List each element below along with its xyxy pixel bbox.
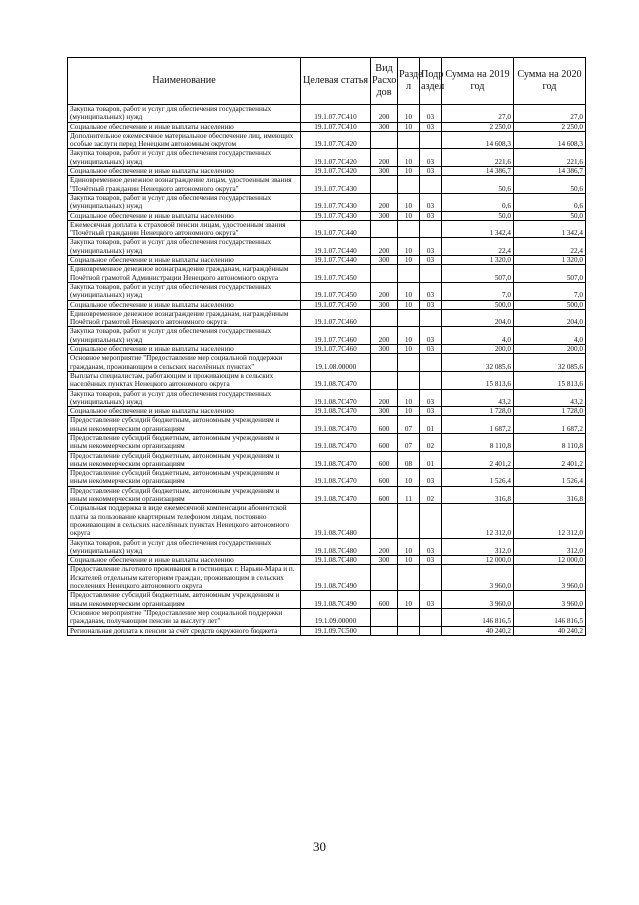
table-row	[68, 469, 586, 487]
table-row	[68, 176, 586, 194]
cell-name: Социальное обеспечение и иные выплаты населению	[68, 407, 301, 416]
cell-name: Единовременное денежное вознаграждение лицам, удостоенным звания "Почётный гражданин Ненецкого автономного округа"	[68, 176, 301, 194]
cell-subsection	[420, 265, 442, 283]
header-row	[68, 58, 586, 105]
cell-subsection	[420, 626, 442, 635]
cell-expense-type: 200	[371, 105, 398, 123]
cell-name: Закупка товаров, работ и услуг для обеспечения государственных (муниципальных) нужд	[68, 149, 301, 167]
cell-name: Ежемесячная доплата к страховой пенсии лицам, удостоенным звания "Почётный гражданин Ненецкого автономного округа"	[68, 220, 301, 238]
cell-name: Социальное обеспечение и иные выплаты населению	[68, 556, 301, 565]
cell-sum-2020: 221,6	[514, 149, 586, 167]
cell-expense-type: 300	[371, 256, 398, 265]
cell-section: 07	[398, 416, 420, 434]
cell-expense-type: 300	[371, 345, 398, 354]
cell-sum-2020: 3 960,0	[514, 565, 586, 591]
cell-sum-2020: 50,0	[514, 211, 586, 220]
table-row	[68, 238, 586, 256]
page-number: 30	[313, 839, 326, 854]
cell-name: Выплаты специалистам, работающим и проживающим в сельских населённых пунктах Ненецкого автономного округа	[68, 371, 301, 389]
cell-sum-2019: 15 813,6	[442, 371, 514, 389]
table-row	[68, 122, 586, 131]
cell-name: Дополнительное ежемесячное материальное обеспечение лиц, имеющих особые заслуги перед Ненецким автономным округом	[68, 131, 301, 149]
cell-sum-2020: 146 816,5	[514, 608, 586, 626]
cell-sum-2020: 15 813,6	[514, 371, 586, 389]
table-row	[68, 256, 586, 265]
cell-section	[398, 371, 420, 389]
cell-subsection	[420, 220, 442, 238]
cell-sum-2019: 1 320,0	[442, 256, 514, 265]
table-row	[68, 149, 586, 167]
cell-sum-2020: 312,0	[514, 538, 586, 556]
cell-name: Предоставление субсидий бюджетным, автономным учреждениям и иным некоммерческим организациям	[68, 591, 301, 609]
cell-subsection: 03	[420, 327, 442, 345]
cell-article: 19.1.07.7С440	[301, 238, 371, 256]
table-row	[68, 265, 586, 283]
cell-expense-type	[371, 504, 398, 538]
cell-expense-type: 600	[371, 433, 398, 451]
cell-name: Основное мероприятие "Предоставление мер социальной поддержки гражданам, проживающим в сельских населённых пунктах"	[68, 354, 301, 372]
table-row	[68, 345, 586, 354]
cell-subsection	[420, 565, 442, 591]
cell-subsection: 03	[420, 389, 442, 407]
cell-expense-type: 200	[371, 389, 398, 407]
cell-sum-2019: 204,0	[442, 309, 514, 327]
cell-expense-type	[371, 354, 398, 372]
cell-sum-2019: 3 960,0	[442, 591, 514, 609]
cell-sum-2019: 2 250,0	[442, 122, 514, 131]
cell-article: 19.1.08.7С480	[301, 504, 371, 538]
cell-sum-2019: 22,4	[442, 238, 514, 256]
budget-table	[67, 57, 586, 636]
cell-subsection: 03	[420, 256, 442, 265]
cell-sum-2020: 200,0	[514, 345, 586, 354]
cell-section: 10	[398, 256, 420, 265]
cell-article: 19.1.07.7С430	[301, 193, 371, 211]
table-row	[68, 591, 586, 609]
cell-sum-2019: 1 526,4	[442, 469, 514, 487]
cell-subsection: 03	[420, 591, 442, 609]
cell-section: 10	[398, 327, 420, 345]
header-sum-2020: Сумма на 2020 год	[514, 58, 586, 105]
cell-section	[398, 220, 420, 238]
cell-section	[398, 354, 420, 372]
cell-article: 19.1.07.7С410	[301, 105, 371, 123]
cell-article: 19.1.07.7С460	[301, 345, 371, 354]
cell-name: Закупка товаров, работ и услуг для обеспечения государственных (муниципальных) нужд	[68, 282, 301, 300]
table-row	[68, 282, 586, 300]
cell-subsection: 03	[420, 105, 442, 123]
cell-article: 19.1.07.7С460	[301, 309, 371, 327]
header-sum-2019: Сумма на 2019 год	[442, 58, 514, 105]
cell-subsection	[420, 309, 442, 327]
cell-name: Единовременное денежное вознаграждение гражданам, награждённым Почётной грамотой Ненецкого автономного округа	[68, 309, 301, 327]
cell-expense-type: 600	[371, 416, 398, 434]
cell-article: 19.1.07.7С450	[301, 282, 371, 300]
cell-subsection: 03	[420, 469, 442, 487]
cell-sum-2020: 2 401,2	[514, 451, 586, 469]
cell-section: 08	[398, 451, 420, 469]
cell-section: 10	[398, 105, 420, 123]
cell-name: Социальное обеспечение и иные выплаты населению	[68, 122, 301, 131]
cell-name: Единовременное денежное вознаграждение гражданам, награждённым Почётной грамотой Администрации Ненецкого автономного округа	[68, 265, 301, 283]
cell-sum-2020: 22,4	[514, 238, 586, 256]
cell-name: Предоставление субсидий бюджетным, автономным учреждениям и иным некоммерческим организациям	[68, 469, 301, 487]
cell-sum-2020: 14 386,7	[514, 167, 586, 176]
cell-sum-2019: 200,0	[442, 345, 514, 354]
cell-sum-2019: 40 240,2	[442, 626, 514, 635]
cell-sum-2019: 50,0	[442, 211, 514, 220]
cell-section: 10	[398, 211, 420, 220]
cell-subsection	[420, 354, 442, 372]
cell-article: 19.1.09.00000	[301, 608, 371, 626]
cell-section: 10	[398, 122, 420, 131]
cell-sum-2020: 1 320,0	[514, 256, 586, 265]
cell-sum-2020: 507,0	[514, 265, 586, 283]
cell-sum-2020: 4,0	[514, 327, 586, 345]
cell-sum-2020: 32 085,6	[514, 354, 586, 372]
cell-expense-type: 200	[371, 238, 398, 256]
cell-article: 19.1.07.7С440	[301, 220, 371, 238]
cell-article: 19.1.07.7С420	[301, 131, 371, 149]
cell-sum-2019: 500,0	[442, 300, 514, 309]
cell-article: 19.1.08.7С470	[301, 486, 371, 504]
table-row	[68, 538, 586, 556]
cell-article: 19.1.07.7С460	[301, 327, 371, 345]
cell-sum-2020: 500,0	[514, 300, 586, 309]
cell-expense-type: 600	[371, 591, 398, 609]
cell-subsection: 01	[420, 416, 442, 434]
cell-section	[398, 608, 420, 626]
cell-expense-type: 300	[371, 407, 398, 416]
cell-subsection	[420, 131, 442, 149]
cell-sum-2020: 27,0	[514, 105, 586, 123]
table-row	[68, 486, 586, 504]
cell-section	[398, 309, 420, 327]
cell-sum-2019: 1 687,2	[442, 416, 514, 434]
cell-name: Основное мероприятие "Предоставление мер социальной поддержки гражданам, получающим пенсии за выслугу лет"	[68, 608, 301, 626]
cell-sum-2019: 146 816,5	[442, 608, 514, 626]
table-row	[68, 167, 586, 176]
cell-subsection: 03	[420, 211, 442, 220]
cell-section: 10	[398, 167, 420, 176]
cell-expense-type: 200	[371, 193, 398, 211]
table-row	[68, 608, 586, 626]
cell-article: 19.1.08.7С480	[301, 556, 371, 565]
table-row	[68, 416, 586, 434]
cell-expense-type	[371, 626, 398, 635]
cell-subsection: 03	[420, 149, 442, 167]
cell-sum-2020: 40 240,2	[514, 626, 586, 635]
cell-name: Социальное обеспечение и иные выплаты населению	[68, 167, 301, 176]
cell-article: 19.1.08.7С470	[301, 371, 371, 389]
cell-sum-2019: 1 728,0	[442, 407, 514, 416]
table-row	[68, 371, 586, 389]
cell-section	[398, 626, 420, 635]
cell-sum-2019: 221,6	[442, 149, 514, 167]
cell-section: 10	[398, 282, 420, 300]
cell-subsection	[420, 176, 442, 194]
cell-sum-2020: 1 687,2	[514, 416, 586, 434]
cell-article: 19.1.08.7С470	[301, 416, 371, 434]
cell-sum-2020: 0,6	[514, 193, 586, 211]
table-row	[68, 131, 586, 149]
cell-name: Закупка товаров, работ и услуг для обеспечения государственных (муниципальных) нужд	[68, 238, 301, 256]
cell-subsection: 03	[420, 345, 442, 354]
cell-sum-2020: 14 608,3	[514, 131, 586, 149]
cell-sum-2019: 27,0	[442, 105, 514, 123]
cell-expense-type: 200	[371, 538, 398, 556]
table-header	[68, 58, 586, 105]
cell-subsection: 02	[420, 433, 442, 451]
cell-sum-2019: 7,0	[442, 282, 514, 300]
cell-sum-2020: 1 526,4	[514, 469, 586, 487]
cell-section: 10	[398, 556, 420, 565]
cell-expense-type: 200	[371, 282, 398, 300]
cell-article: 19.1.08.7С490	[301, 565, 371, 591]
cell-expense-type: 300	[371, 556, 398, 565]
table-row	[68, 626, 586, 635]
cell-sum-2019: 50,6	[442, 176, 514, 194]
table-row	[68, 354, 586, 372]
cell-name: Социальное обеспечение и иные выплаты населению	[68, 345, 301, 354]
cell-name: Социальное обеспечение и иные выплаты населению	[68, 256, 301, 265]
cell-article: 19.1.09.7С500	[301, 626, 371, 635]
cell-expense-type: 600	[371, 486, 398, 504]
table-row	[68, 451, 586, 469]
table-row	[68, 193, 586, 211]
table-row	[68, 389, 586, 407]
cell-sum-2019: 43,2	[442, 389, 514, 407]
cell-expense-type: 600	[371, 451, 398, 469]
cell-subsection: 03	[420, 556, 442, 565]
cell-sum-2019: 3 960,0	[442, 565, 514, 591]
cell-name: Закупка товаров, работ и услуг для обеспечения государственных (муниципальных) нужд	[68, 105, 301, 123]
cell-expense-type	[371, 371, 398, 389]
table-row	[68, 309, 586, 327]
cell-sum-2020: 8 110,8	[514, 433, 586, 451]
cell-section	[398, 504, 420, 538]
cell-expense-type: 200	[371, 327, 398, 345]
cell-sum-2019: 8 110,8	[442, 433, 514, 451]
cell-expense-type	[371, 176, 398, 194]
cell-sum-2019: 0,6	[442, 193, 514, 211]
cell-article: 19.1.08.7С490	[301, 591, 371, 609]
cell-article: 19.1.07.7С450	[301, 265, 371, 283]
cell-article: 19.1.07.7С420	[301, 149, 371, 167]
cell-sum-2020: 2 250,0	[514, 122, 586, 131]
table-row	[68, 105, 586, 123]
table-row	[68, 556, 586, 565]
cell-expense-type: 300	[371, 211, 398, 220]
cell-section: 07	[398, 433, 420, 451]
cell-section: 10	[398, 538, 420, 556]
cell-subsection: 03	[420, 538, 442, 556]
cell-subsection: 03	[420, 122, 442, 131]
cell-name: Предоставление субсидий бюджетным, автономным учреждениям и иным некоммерческим организациям	[68, 433, 301, 451]
cell-section: 10	[398, 407, 420, 416]
cell-subsection: 03	[420, 300, 442, 309]
cell-sum-2020: 12 000,0	[514, 556, 586, 565]
cell-subsection: 03	[420, 407, 442, 416]
header-name: Наименование	[68, 58, 301, 105]
cell-name: Предоставление субсидий бюджетным, автономным учреждениям и иным некоммерческим организациям	[68, 416, 301, 434]
cell-section: 10	[398, 345, 420, 354]
table-row	[68, 407, 586, 416]
table-row	[68, 433, 586, 451]
cell-article: 19.1.08.7С470	[301, 407, 371, 416]
cell-subsection: 03	[420, 238, 442, 256]
cell-expense-type	[371, 131, 398, 149]
cell-name: Закупка товаров, работ и услуг для обеспечения государственных (муниципальных) нужд	[68, 193, 301, 211]
table-row	[68, 565, 586, 591]
cell-section: 10	[398, 300, 420, 309]
cell-section: 10	[398, 591, 420, 609]
cell-name: Закупка товаров, работ и услуг для обеспечения государственных (муниципальных) нужд	[68, 538, 301, 556]
cell-sum-2019: 507,0	[442, 265, 514, 283]
cell-expense-type: 300	[371, 300, 398, 309]
header-subsection: Подр аздел	[420, 58, 442, 105]
cell-section	[398, 131, 420, 149]
cell-subsection	[420, 371, 442, 389]
cell-article: 19.1.08.7С470	[301, 469, 371, 487]
cell-article: 19.1.08.7С470	[301, 433, 371, 451]
cell-sum-2020: 1 728,0	[514, 407, 586, 416]
cell-article: 19.1.07.7С440	[301, 256, 371, 265]
cell-sum-2019: 12 312,0	[442, 504, 514, 538]
cell-expense-type: 300	[371, 122, 398, 131]
cell-name: Предоставление льготного проживания в гостиницах г. Нарьян-Мара и п. Искателей отдельным категориям граждан, проживающим в сельских поселениях Ненецкого автономного округа	[68, 565, 301, 591]
cell-subsection: 03	[420, 193, 442, 211]
cell-subsection: 03	[420, 167, 442, 176]
cell-name: Социальное обеспечение и иные выплаты населению	[68, 300, 301, 309]
cell-expense-type: 200	[371, 149, 398, 167]
cell-subsection	[420, 608, 442, 626]
cell-expense-type	[371, 220, 398, 238]
cell-sum-2019: 14 608,3	[442, 131, 514, 149]
cell-subsection: 01	[420, 451, 442, 469]
header-section: Разде л	[398, 58, 420, 105]
cell-expense-type: 600	[371, 469, 398, 487]
cell-section	[398, 565, 420, 591]
cell-article: 19.1.08.7С480	[301, 538, 371, 556]
cell-subsection	[420, 504, 442, 538]
cell-section: 10	[398, 238, 420, 256]
table-row	[68, 327, 586, 345]
cell-subsection: 03	[420, 282, 442, 300]
cell-sum-2020: 204,0	[514, 309, 586, 327]
cell-sum-2020: 7,0	[514, 282, 586, 300]
cell-article: 19.1.07.7С430	[301, 211, 371, 220]
cell-article: 19.1.07.7С450	[301, 300, 371, 309]
table-row	[68, 220, 586, 238]
cell-sum-2019: 1 342,4	[442, 220, 514, 238]
cell-expense-type	[371, 309, 398, 327]
table-row	[68, 300, 586, 309]
header-article: Целевая статья	[301, 58, 371, 105]
cell-article: 19.1.07.7С430	[301, 176, 371, 194]
cell-section: 10	[398, 193, 420, 211]
cell-article: 19.1.08.00000	[301, 354, 371, 372]
cell-expense-type	[371, 608, 398, 626]
cell-name: Закупка товаров, работ и услуг для обеспечения государственных (муниципальных) нужд	[68, 389, 301, 407]
cell-article: 19.1.08.7С470	[301, 389, 371, 407]
cell-sum-2019: 4,0	[442, 327, 514, 345]
cell-sum-2020: 316,8	[514, 486, 586, 504]
cell-article: 19.1.07.7С410	[301, 122, 371, 131]
cell-sum-2019: 14 386,7	[442, 167, 514, 176]
cell-expense-type	[371, 265, 398, 283]
cell-name: Социальная поддержка в виде ежемесячной компенсации абонентской платы за пользование квартирным телефоном лицам, постоянно проживающим в сельских населённых пунктах Ненецкого автономного округа	[68, 504, 301, 538]
cell-sum-2019: 312,0	[442, 538, 514, 556]
cell-section: 11	[398, 486, 420, 504]
cell-name: Закупка товаров, работ и услуг для обеспечения государственных (муниципальных) нужд	[68, 327, 301, 345]
cell-sum-2020: 1 342,4	[514, 220, 586, 238]
cell-name: Региональная доплата к пенсии за счёт средств окружного бюджета	[68, 626, 301, 635]
table-row	[68, 211, 586, 220]
cell-sum-2019: 32 085,6	[442, 354, 514, 372]
table-body	[68, 105, 586, 636]
cell-sum-2019: 2 401,2	[442, 451, 514, 469]
cell-subsection: 02	[420, 486, 442, 504]
cell-section	[398, 176, 420, 194]
cell-section: 10	[398, 149, 420, 167]
header-expense-type: Вид Расхо дов	[371, 58, 398, 105]
table-row	[68, 504, 586, 538]
cell-name: Социальное обеспечение и иные выплаты населению	[68, 211, 301, 220]
cell-name: Предоставление субсидий бюджетным, автономным учреждениям и иным некоммерческим организациям	[68, 486, 301, 504]
cell-sum-2020: 43,2	[514, 389, 586, 407]
cell-sum-2019: 316,8	[442, 486, 514, 504]
cell-sum-2019: 12 000,0	[442, 556, 514, 565]
cell-section: 10	[398, 469, 420, 487]
cell-expense-type: 300	[371, 167, 398, 176]
cell-section: 10	[398, 389, 420, 407]
cell-article: 19.1.07.7С420	[301, 167, 371, 176]
cell-expense-type	[371, 565, 398, 591]
cell-sum-2020: 12 312,0	[514, 504, 586, 538]
cell-name: Предоставление субсидий бюджетным, автономным учреждениям и иным некоммерческим организациям	[68, 451, 301, 469]
cell-sum-2020: 3 960,0	[514, 591, 586, 609]
cell-sum-2020: 50,6	[514, 176, 586, 194]
cell-article: 19.1.08.7С470	[301, 451, 371, 469]
cell-section	[398, 265, 420, 283]
